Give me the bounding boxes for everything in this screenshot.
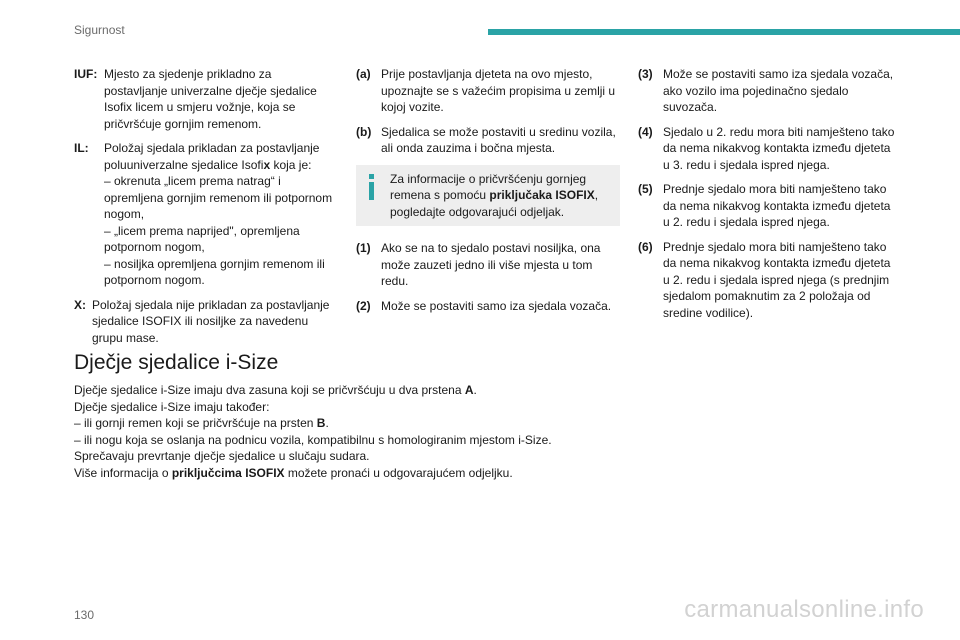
note-item-6 — [638, 239, 900, 322]
note-text-6: Prednje sjedalo mora biti namješteno tako da nema nikakvog kontakta između djeteta u 2. redu i sjedala ispred njega (s prednjim sjedalom pomaknutim za 2 položaja od sredine vodilice). — [663, 239, 891, 320]
note-key-1: (1) — [356, 241, 371, 255]
il-intro-tail: koja je: — [270, 157, 312, 172]
isize-line-3-tail: . — [325, 416, 329, 430]
il-intro-text: Položaj sjedala prikladan za postavljanje poluuniverzalne sjedalice Isofi — [104, 141, 320, 172]
il-intro — [104, 140, 336, 173]
il-intro-bold: x — [263, 157, 271, 172]
note-text-b: Sjedalica se može postaviti u sredinu vozila, ali onda zauzima i bočna mjesta. — [381, 124, 616, 155]
isize-line-6 — [74, 465, 914, 482]
note-key-4: (4) — [638, 124, 653, 139]
note-text-1: Ako se na to sjedalo postavi nosiljka, ona može zauzeti jedno ili više mjesta u tom redu. — [381, 241, 601, 288]
isize-line-3-bold: B — [316, 416, 326, 430]
note-item-b — [356, 124, 620, 157]
isize-line-6-text: Više informacija o — [74, 465, 172, 480]
note-text-2: Može se postaviti samo iza sjedala vozača. — [381, 298, 612, 313]
note-item-4 — [638, 124, 900, 174]
legend-key-x: X: — [74, 297, 86, 312]
note-key-6: (6) — [638, 239, 653, 254]
legend-item-iuf — [74, 66, 336, 132]
isize-line-1 — [74, 382, 914, 399]
note-item-a — [356, 66, 620, 116]
il-dash-3: – nosiljka opremljena gornjim remenom ili potpornom nogom. — [104, 256, 325, 287]
isize-line-1-bold: A — [464, 383, 474, 397]
isize-line-6-bold: priključcima ISOFIX — [171, 465, 285, 480]
note-item-5 — [638, 181, 900, 231]
note-item-2 — [356, 298, 620, 315]
legend-text-iuf: Mjesto za sjedenje prikladno za postavljanje univerzalne dječje sjedalice Isofix licem u smjeru vožnje, koja se pričvršćuje gornjim remenom. — [104, 67, 317, 131]
note-key-2: (2) — [356, 298, 371, 313]
note-text-a: Prije postavljanja djeteta na ovo mjesto, upoznajte se s važećim propisima u zemlji u kojoj vozite. — [381, 67, 616, 114]
page-number: 130 — [74, 608, 95, 622]
note-key-3: (3) — [638, 67, 653, 81]
note-key-a: (a) — [356, 67, 371, 81]
info-text-bold: priključaka ISOFIX — [489, 188, 595, 202]
isize-section — [74, 350, 914, 481]
info-text — [364, 171, 612, 221]
legend-item-x — [74, 297, 336, 347]
note-text-3: Može se postaviti samo iza sjedala vozača, ako vozilo ima pojedinačno sjedalo suvozača. — [663, 67, 894, 114]
isize-line-2: Dječje sjedalice i-Size imaju također: — [74, 399, 270, 414]
info-text-a: Za informacije o pričvršćenju gornjeg remena s pomoću — [390, 171, 587, 202]
column-notes-b — [638, 66, 900, 329]
isize-heading: Dječje sjedalice i-Size — [74, 351, 279, 374]
legend-item-il — [74, 140, 336, 289]
il-dash-1: – okrenuta „licem prema natrag“ i opremljena gornjim remenom ili potpornom nogom, — [104, 174, 333, 221]
isize-line-1-text: Dječje sjedalice i-Size imaju dva zasuna koji se pričvršćuju u dva prstena — [74, 383, 465, 397]
isize-line-3 — [74, 415, 914, 432]
note-key-5: (5) — [638, 182, 653, 196]
watermark: carmanualsonline.info — [684, 596, 924, 623]
note-item-3 — [638, 66, 900, 116]
isize-line-4: – ili nogu koja se oslanja na podnicu vozila, kompatibilnu s homologiranim mjestom i-Size. — [74, 432, 552, 447]
isize-line-6-tail: možete pronaći u odgovarajućem odjeljku. — [284, 465, 513, 480]
isize-line-5: Sprečavaju prevrtanje dječje sjedalice u slučaju sudara. — [74, 449, 370, 463]
legend-key-il: IL: — [74, 141, 89, 155]
legend-text-x: Položaj sjedala nije prikladan za postavljanje sjedalice ISOFIX ili nosiljke za navedenu grupu mase. — [92, 297, 330, 345]
isize-line-1-tail: . — [473, 383, 477, 397]
legend-text-il — [104, 140, 336, 289]
column-legend — [74, 66, 336, 354]
header-accent-bar — [488, 29, 960, 35]
legend-key-iuf: IUF: — [74, 67, 98, 81]
il-dash-2: – „licem prema naprijed", opremljena potpornom nogom, — [104, 223, 300, 254]
isize-line-3-text: – ili gornji remen koji se pričvršćuje na prsten — [74, 416, 317, 430]
info-box — [356, 165, 620, 227]
info-icon — [367, 174, 377, 200]
column-notes-a — [356, 66, 620, 322]
note-key-b: (b) — [356, 124, 372, 139]
info-text-b: , pogledajte odgovarajući odjeljak. — [390, 188, 599, 219]
note-text-4: Sjedalo u 2. redu mora biti namješteno tako da nema nikakvog kontakta između djeteta u 3. redu i sjedala ispred njega. — [663, 124, 895, 172]
note-text-5: Prednje sjedalo mora biti namješteno tako da nema nikakvog kontakta između djeteta u 2. redu i sjedala ispred njega. — [663, 182, 891, 229]
note-item-1 — [356, 240, 620, 290]
section-label: Sigurnost — [74, 23, 125, 37]
